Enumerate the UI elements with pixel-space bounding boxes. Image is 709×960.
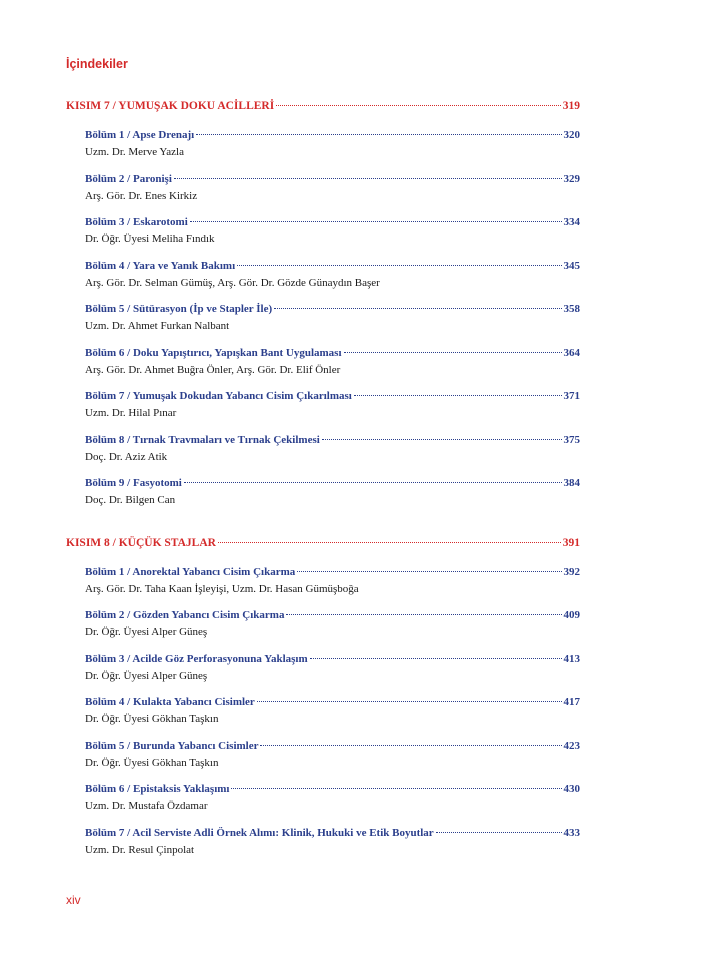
chapter-link[interactable] <box>85 609 580 625</box>
chapter-page-number: 430 <box>563 783 580 795</box>
chapter-entry <box>85 260 580 304</box>
chapter-entry <box>85 783 580 827</box>
part-page-number: 319 <box>562 100 580 112</box>
chapter-entry <box>85 827 580 871</box>
chapter-title: Bölüm 6 / Epistaksis Yaklaşımı <box>85 783 230 795</box>
chapter-page-number: 417 <box>563 696 580 708</box>
chapter-authors: Arş. Gör. Dr. Selman Gümüş, Arş. Gör. Dr. Gözde Günaydın Başer <box>85 276 380 289</box>
dot-leader <box>190 221 562 222</box>
chapter-link[interactable] <box>85 566 580 582</box>
chapter-page-number: 345 <box>563 259 580 272</box>
chapter-title: Bölüm 4 / Kulakta Yabancı Cisimler <box>85 696 255 708</box>
chapter-link[interactable] <box>85 347 580 363</box>
dot-leader <box>310 658 562 659</box>
chapter-entry <box>85 129 580 173</box>
chapter-page-number: 409 <box>563 609 580 621</box>
chapter-link[interactable] <box>85 303 580 319</box>
chapter-entry <box>85 303 580 347</box>
chapter-title: Bölüm 6 / Doku Yapıştırıcı, Yapışkan Bant Uygulaması <box>85 346 342 359</box>
chapter-entry <box>85 609 580 653</box>
chapter-page-number: 423 <box>563 739 580 752</box>
part-page-number: 391 <box>562 536 580 549</box>
chapter-authors: Uzm. Dr. Ahmet Furkan Nalbant <box>85 320 230 332</box>
chapter-page-number: 320 <box>563 129 580 141</box>
chapter-entry <box>85 347 580 391</box>
dot-leader <box>436 832 562 833</box>
table-of-contents <box>66 100 580 886</box>
chapter-page-number: 392 <box>563 565 580 578</box>
chapter-authors: Doç. Dr. Bilgen Can <box>85 494 176 506</box>
chapter-entry <box>85 696 580 740</box>
part-entry[interactable] <box>66 100 580 120</box>
chapter-authors: Uzm. Dr. Mustafa Özdamar <box>85 800 208 812</box>
chapter-page-number: 433 <box>563 826 580 839</box>
chapter-entry <box>85 653 580 697</box>
dot-leader <box>231 788 561 789</box>
chapter-link[interactable] <box>85 783 580 799</box>
chapter-link[interactable] <box>85 477 580 493</box>
dot-leader <box>257 701 562 702</box>
part-title: KISIM 7 / YUMUŞAK DOKU ACİLLERİ <box>66 100 275 112</box>
chapter-link[interactable] <box>85 653 580 669</box>
dot-leader <box>237 265 561 266</box>
chapter-page-number: 358 <box>563 303 580 315</box>
dot-leader <box>276 105 561 106</box>
chapter-authors: Arş. Gör. Dr. Taha Kaan İşleyişi, Uzm. Dr. Hasan Gümüşboğa <box>85 582 359 595</box>
chapter-entry <box>85 173 580 217</box>
chapter-page-number: 371 <box>563 390 580 402</box>
chapter-title: Bölüm 8 / Tırnak Travmaları ve Tırnak Çekilmesi <box>85 433 320 446</box>
chapter-title: Bölüm 5 / Sütürasyon (İp ve Stapler İle) <box>85 303 273 315</box>
dot-leader <box>218 542 561 543</box>
dot-leader <box>297 571 561 572</box>
dot-leader <box>196 134 561 135</box>
page-folio: xiv <box>66 893 81 907</box>
chapter-page-number: 384 <box>563 477 580 489</box>
chapter-link[interactable] <box>85 740 580 756</box>
chapter-authors: Arş. Gör. Dr. Enes Kirkiz <box>85 189 198 202</box>
page-header-title: İçindekiler <box>66 57 128 71</box>
dot-leader <box>274 308 561 309</box>
chapter-title: Bölüm 1 / Anorektal Yabancı Cisim Çıkarma <box>85 565 296 578</box>
dot-leader <box>184 482 562 483</box>
chapter-title: Bölüm 2 / Gözden Yabancı Cisim Çıkarma <box>85 609 285 621</box>
chapter-authors: Dr. Öğr. Üyesi Gökhan Taşkın <box>85 756 219 769</box>
chapter-entry <box>85 740 580 784</box>
chapter-page-number: 364 <box>563 346 580 359</box>
chapter-title: Bölüm 5 / Burunda Yabancı Cisimler <box>85 739 259 752</box>
chapter-entry <box>85 434 580 478</box>
dot-leader <box>354 395 562 396</box>
chapter-title: Bölüm 7 / Yumuşak Dokudan Yabancı Cisim Çıkarılması <box>85 390 352 402</box>
chapter-link[interactable] <box>85 129 580 145</box>
chapter-link[interactable] <box>85 216 580 232</box>
chapter-title: Bölüm 2 / Paronişi <box>85 172 172 185</box>
chapter-authors: Uzm. Dr. Hilal Pınar <box>85 407 177 419</box>
dot-leader <box>344 352 562 353</box>
chapter-title: Bölüm 3 / Acilde Göz Perforasyonuna Yaklaşım <box>85 652 308 665</box>
chapter-authors: Dr. Öğr. Üyesi Meliha Fındık <box>85 233 215 245</box>
chapter-authors: Dr. Öğr. Üyesi Gökhan Taşkın <box>85 713 219 725</box>
dot-leader <box>322 439 562 440</box>
chapter-authors: Arş. Gör. Dr. Ahmet Buğra Önler, Arş. Gör. Dr. Elif Önler <box>85 363 341 376</box>
toc-part <box>66 537 580 871</box>
part-entry[interactable] <box>66 537 580 557</box>
chapter-entry <box>85 477 580 521</box>
chapter-page-number: 329 <box>563 172 580 185</box>
dot-leader <box>174 178 562 179</box>
chapter-link[interactable] <box>85 696 580 712</box>
chapter-page-number: 375 <box>563 433 580 446</box>
chapter-entry <box>85 216 580 260</box>
chapter-link[interactable] <box>85 260 580 276</box>
chapter-entry <box>85 566 580 610</box>
chapter-list <box>85 129 580 521</box>
chapter-page-number: 334 <box>563 216 580 228</box>
chapter-title: Bölüm 3 / Eskarotomi <box>85 216 188 228</box>
chapter-link[interactable] <box>85 390 580 406</box>
chapter-title: Bölüm 4 / Yara ve Yanık Bakımı <box>85 259 236 272</box>
dot-leader <box>286 614 561 615</box>
chapter-authors: Dr. Öğr. Üyesi Alper Güneş <box>85 626 208 638</box>
chapter-title: Bölüm 1 / Apse Drenajı <box>85 129 195 141</box>
chapter-link[interactable] <box>85 827 580 843</box>
chapter-entry <box>85 390 580 434</box>
chapter-authors: Doç. Dr. Aziz Atik <box>85 450 168 463</box>
part-title: KISIM 8 / KÜÇÜK STAJLAR <box>66 536 216 549</box>
chapter-title: Bölüm 9 / Fasyotomi <box>85 477 182 489</box>
chapter-list <box>85 566 580 871</box>
chapter-page-number: 413 <box>563 652 580 665</box>
chapter-title: Bölüm 7 / Acil Serviste Adli Örnek Alımı: Klinik, Hukuki ve Etik Boyutlar <box>85 826 434 839</box>
dot-leader <box>260 745 561 746</box>
chapter-authors: Dr. Öğr. Üyesi Alper Güneş <box>85 669 208 682</box>
chapter-link[interactable] <box>85 434 580 450</box>
chapter-authors: Uzm. Dr. Merve Yazla <box>85 146 184 158</box>
chapter-link[interactable] <box>85 173 580 189</box>
toc-part <box>66 100 580 521</box>
chapter-authors: Uzm. Dr. Resul Çinpolat <box>85 843 195 856</box>
